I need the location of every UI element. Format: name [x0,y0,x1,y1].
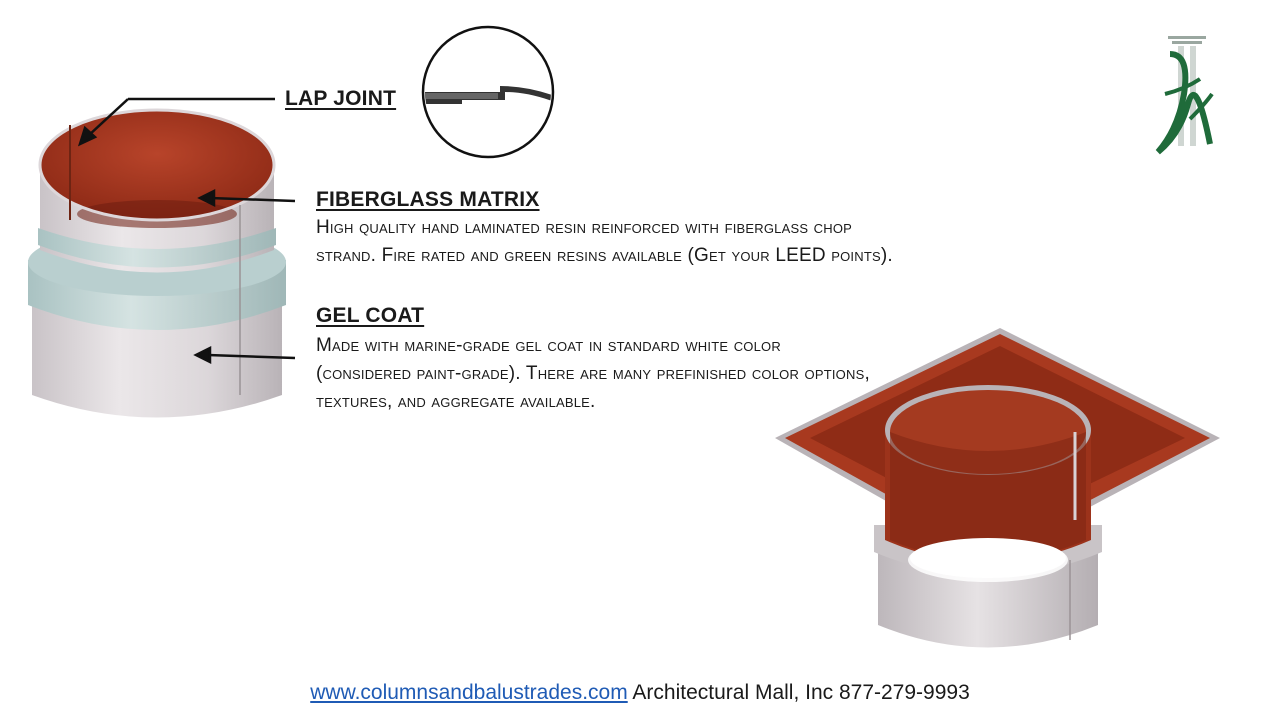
gel-coat-line1: Made with marine-grade gel coat in standard white color [316,335,781,356]
lap-joint-detail-icon [420,27,560,157]
square-cap-diagram [770,320,1230,665]
footer [0,681,1280,705]
website-link[interactable]: www.columnsandbalustrades.com [310,681,628,704]
fiberglass-matrix-line2: strand. Fire rated and green resins available (Get your LEED points). [316,245,893,266]
gel-coat-title: GEL COAT [316,304,425,327]
gel-coat-line3: textures, and aggregate available. [316,391,596,412]
lap-joint-title: LAP JOINT [285,87,397,110]
company-logo-icon [1150,34,1220,156]
gel-coat-line2: (considered paint-grade). There are many prefinished color options, [316,363,870,384]
fiberglass-matrix-title: FIBERGLASS MATRIX [316,188,540,211]
company-info: Architectural Mall, Inc 877-279-9993 [632,681,970,704]
fiberglass-matrix-line1: High quality hand laminated resin reinforced with fiberglass chop [316,217,853,238]
